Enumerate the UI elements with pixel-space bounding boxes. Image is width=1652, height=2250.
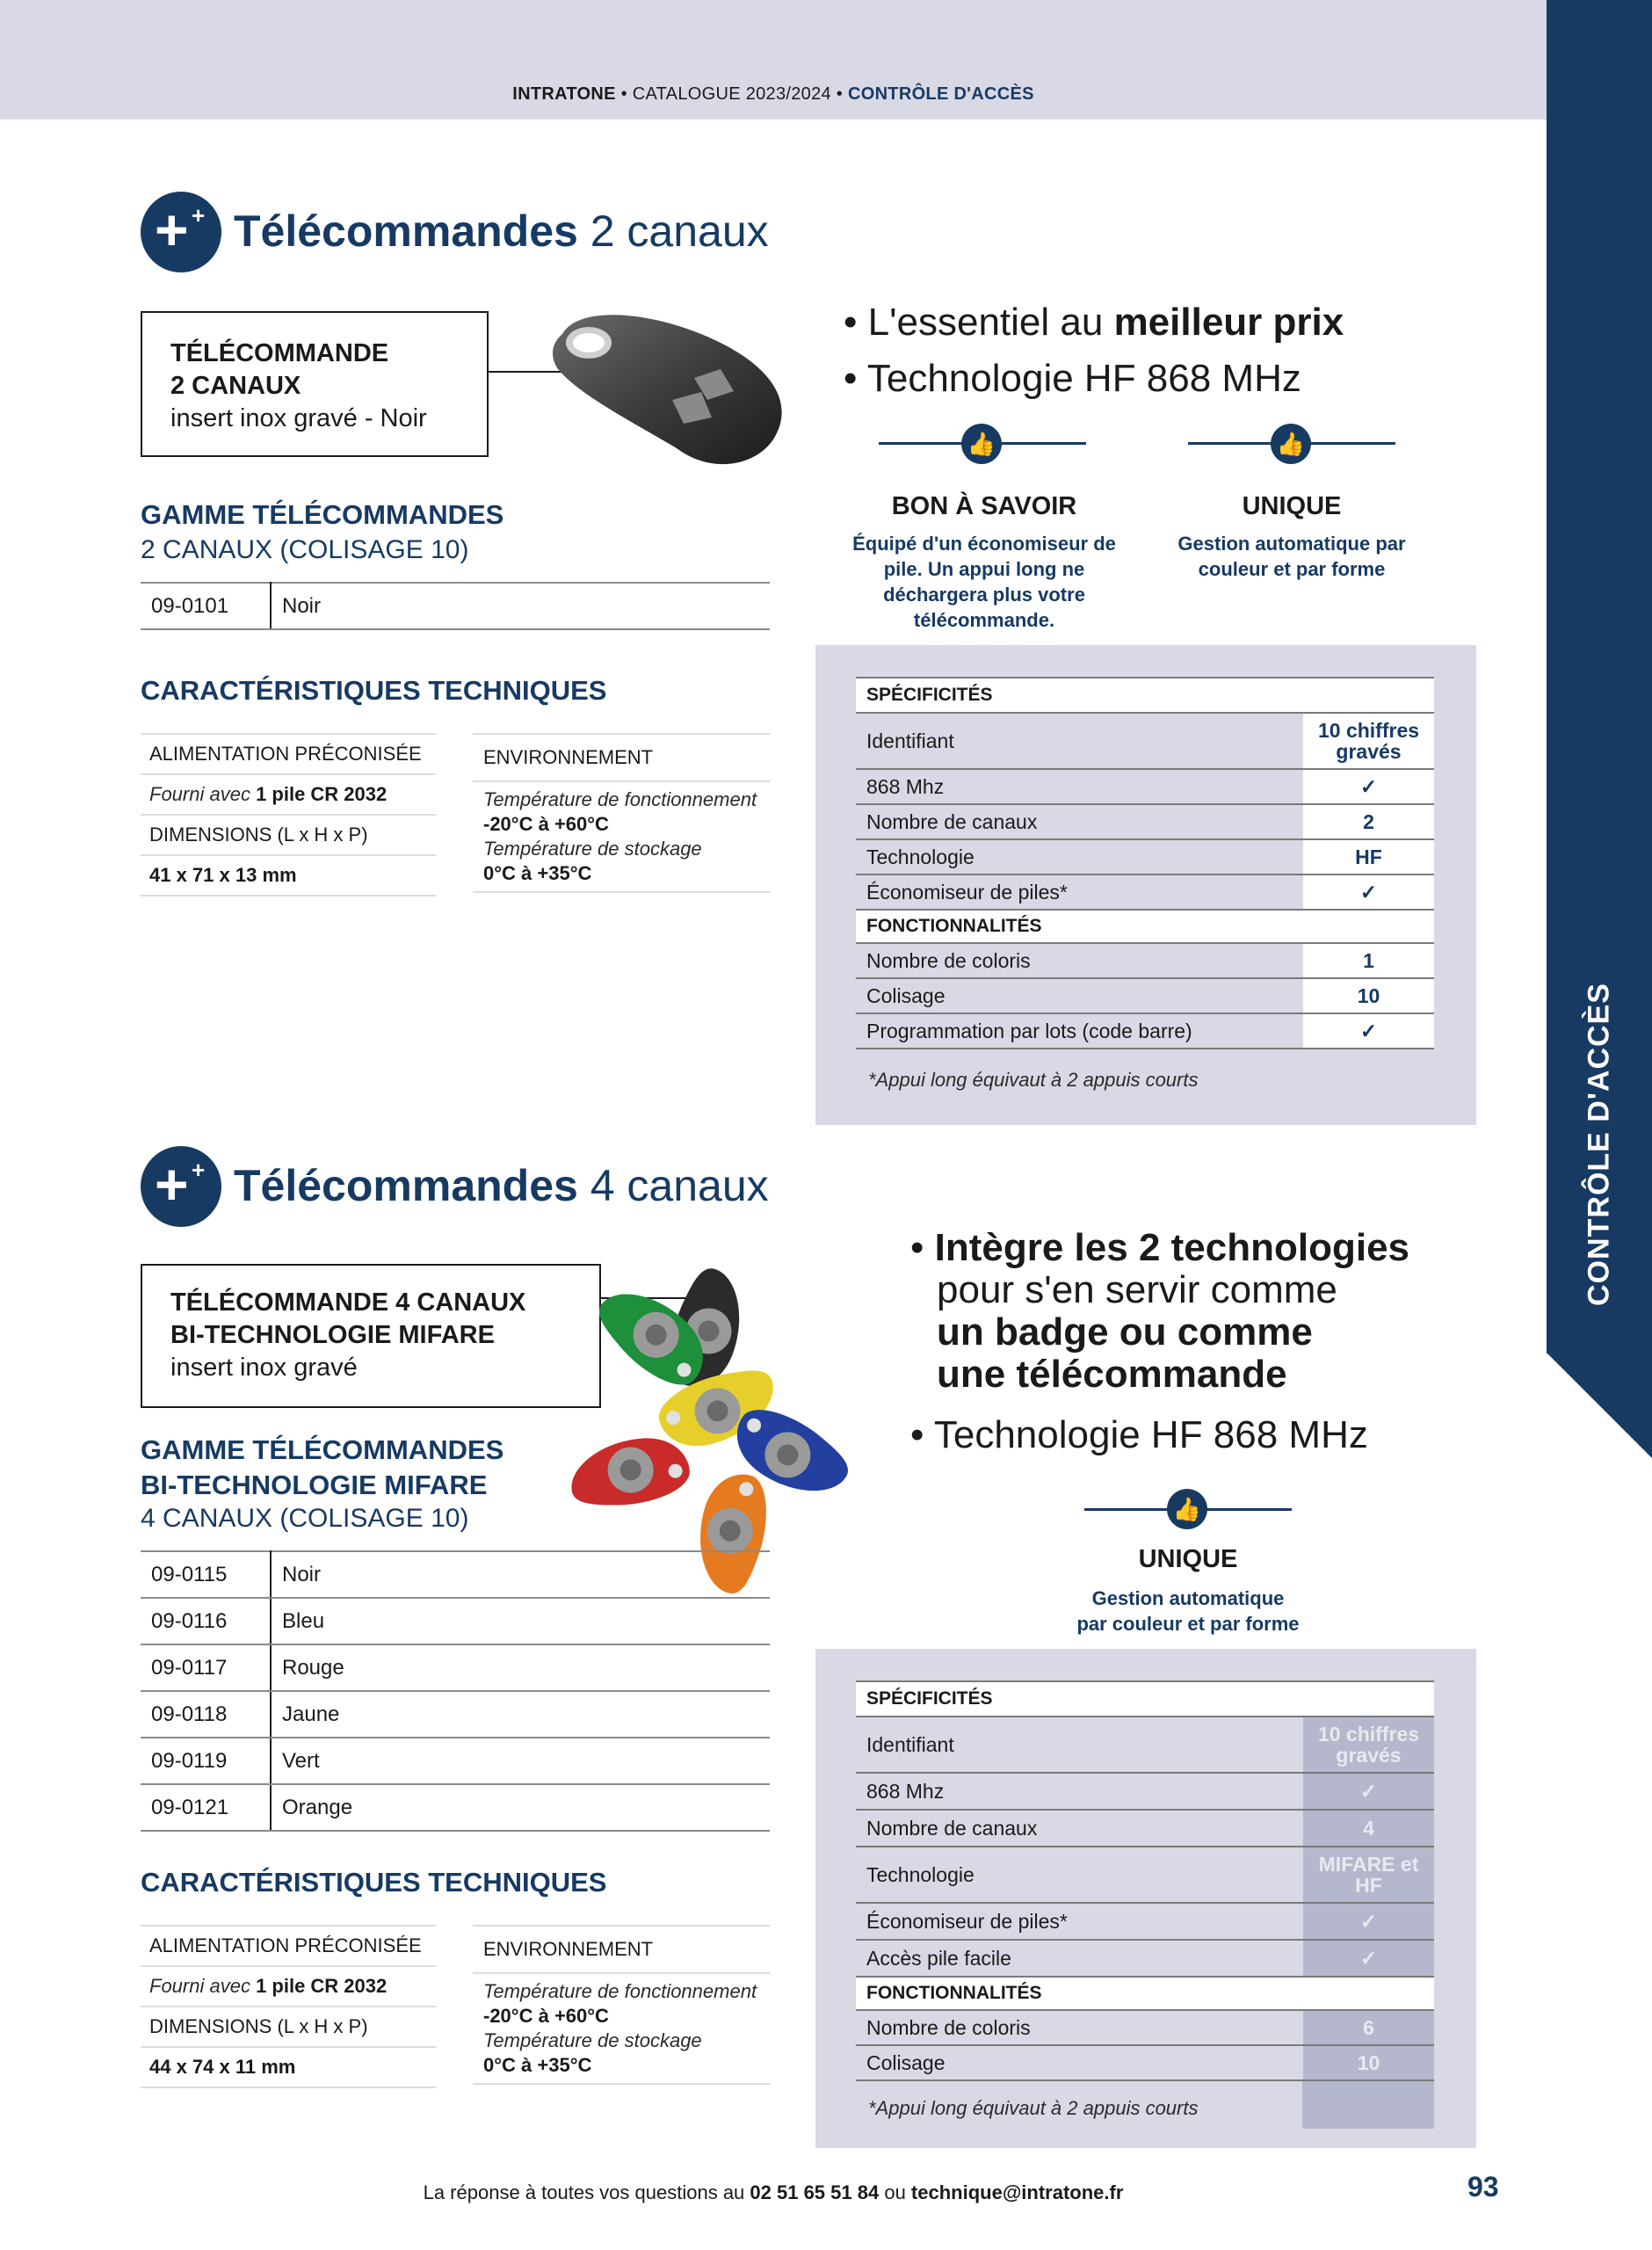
ref-color: Noir: [271, 1551, 770, 1598]
ref-code: 09-0121: [141, 1784, 271, 1831]
section1-gamme-title: GAMME TÉLÉCOMMANDES: [141, 499, 504, 530]
spec-footnote: *Appui long équivaut à 2 appuis courts: [868, 1069, 1199, 1091]
spec-header-row: [856, 1681, 1434, 1717]
spec-label: Identifiant: [856, 1717, 1302, 1773]
table-row: [856, 1773, 1434, 1810]
dim-label: DIMENSIONS (L x H x P): [141, 2007, 436, 2048]
ref-code: 09-0116: [141, 1598, 271, 1644]
side-tab-corner: [1547, 1353, 1652, 1458]
product-name-line2: BI-TECHNOLOGIE MIFARE: [170, 1321, 495, 1349]
spec-value: ✓: [1302, 1903, 1434, 1940]
header-sep: •: [830, 84, 848, 104]
section1-product-box: [141, 311, 489, 457]
footer-phone[interactable]: 02 51 65 51 84: [750, 2181, 880, 2203]
table-row: [856, 1717, 1434, 1773]
advantage-title: UNIQUE: [1138, 1545, 1238, 1573]
bullet-1: • L'essentiel au meilleur prix: [844, 301, 1344, 344]
ref-code: 09-0101: [141, 583, 271, 629]
table-row: [856, 1847, 1434, 1903]
spec-label: 868 Mhz: [856, 1773, 1302, 1810]
table-row: [141, 1691, 770, 1738]
spec-label: Économiseur de piles*: [856, 875, 1302, 910]
footer-text: La réponse à toutes vos questions au: [423, 2181, 750, 2203]
table-row: [856, 804, 1434, 839]
env-label: ENVIRONNEMENT: [473, 1925, 770, 1974]
spec-label: Nombre de canaux: [856, 1810, 1302, 1847]
table-row: [856, 1013, 1434, 1049]
spec-label: Nombre de coloris: [856, 2010, 1302, 2045]
alim-label: ALIMENTATION PRÉCONISÉE: [141, 1925, 436, 1967]
spec-header-row: [856, 678, 1434, 713]
ref-code: 09-0115: [141, 1551, 271, 1598]
thumbs-up-icon: 👍: [1271, 424, 1311, 464]
section2-gamme-title-2: BI-TECHNOLOGIE MIFARE: [141, 1470, 488, 1500]
alim-value: Fourni avec 1 pile CR 2032: [141, 775, 436, 816]
footer-text: ou: [879, 2181, 911, 2203]
section2-tech-left: [141, 1925, 436, 2088]
advantage-text: Gestion automatique par couleur et par forme: [1177, 533, 1406, 580]
advantage-title: UNIQUE: [1242, 492, 1342, 520]
env-values: Température de fonctionnement -20°C à +60°C Température de stockage 0°C à +35°C: [473, 1974, 770, 2085]
advantage-text: Équipé d'un économiseur de pile. Un appui long ne déchargera plus votre télécommande.: [852, 533, 1116, 631]
ref-color: Vert: [271, 1738, 770, 1784]
section1-spec-table: [856, 677, 1434, 1049]
spec-label: Nombre de coloris: [856, 943, 1302, 978]
footer-contact: [0, 2181, 1547, 2204]
bullet-2: • Technologie HF 868 MHz: [910, 1413, 1368, 1456]
spec-value: 6: [1302, 2010, 1434, 2045]
section2-gamme-sub: 4 CANAUX (COLISAGE 10): [141, 1504, 469, 1533]
table-row: [141, 1644, 770, 1691]
ref-code: 09-0117: [141, 1644, 271, 1691]
spec-value: 1: [1302, 943, 1434, 978]
table-row: [141, 1598, 770, 1644]
table-row: [141, 583, 770, 629]
spec-label: Technologie: [856, 839, 1302, 875]
section2-tech-right: [473, 1925, 770, 2085]
dim-label: DIMENSIONS (L x H x P): [141, 816, 436, 856]
ref-color: Jaune: [271, 1691, 770, 1738]
spec-label: 868 Mhz: [856, 769, 1302, 804]
spec-value: ✓: [1302, 1773, 1434, 1810]
spec-value: ✓: [1302, 1013, 1434, 1049]
table-row: [856, 978, 1434, 1013]
spec-label: Identifiant: [856, 713, 1302, 769]
spec-value: 2: [1302, 804, 1434, 839]
header-sep: •: [615, 84, 633, 104]
thumbs-up-icon: 👍: [1167, 1489, 1207, 1529]
alim-label: ALIMENTATION PRÉCONISÉE: [141, 733, 436, 775]
side-tab-label: CONTRÔLE D'ACCÈS: [1582, 983, 1616, 1306]
spec-value: 4: [1302, 1810, 1434, 1847]
spec-header-row: [856, 910, 1434, 943]
spec-label: Nombre de canaux: [856, 804, 1302, 839]
section1-tech-right: [473, 733, 770, 893]
spec-label: Colisage: [856, 978, 1302, 1013]
section2-spec-table: [856, 1680, 1434, 2081]
bullet-1: • Intègre les 2 technologies pour s'en servir comme un badge ou comme une télécommande: [910, 1226, 1410, 1396]
product-name-line3: insert inox gravé - Noir: [170, 404, 427, 432]
env-values: Température de fonctionnement -20°C à +60°C Température de stockage 0°C à +35°C: [473, 782, 770, 893]
header-section: CONTRÔLE D'ACCÈS: [847, 84, 1034, 104]
product-name-line1: TÉLÉCOMMANDE 4 CANAUX: [170, 1288, 526, 1317]
ref-color: Noir: [271, 583, 770, 629]
table-row: [856, 2010, 1434, 2045]
spec-value: HF: [1302, 839, 1434, 875]
spec-value: ✓: [1302, 1940, 1434, 1977]
spec-value: 10: [1302, 2045, 1434, 2080]
table-row: [856, 839, 1434, 875]
spec-label: Économiseur de piles*: [856, 1903, 1302, 1940]
section1-ref-table: [141, 582, 770, 630]
section2-carac-title: CARACTÉRISTIQUES TECHNIQUES: [141, 1867, 607, 1898]
table-row: [141, 1738, 770, 1784]
table-row: [856, 769, 1434, 804]
ref-color: Rouge: [271, 1644, 770, 1691]
section1-title: Télécommandes 2 canaux: [234, 207, 769, 256]
header-catalogue: CATALOGUE 2023/2024: [632, 84, 831, 104]
section2-title: Télécommandes 4 canaux: [234, 1161, 769, 1210]
section2-gamme-title-1: GAMME TÉLÉCOMMANDES: [141, 1434, 504, 1465]
dim-value: 44 x 74 x 11 mm: [141, 2048, 436, 2088]
section1-gamme-sub: 2 CANAUX (COLISAGE 10): [141, 535, 469, 564]
remote-2-channel-image: [545, 308, 791, 475]
advantage-text: Gestion automatique par couleur et par forme: [1076, 1587, 1300, 1635]
table-row: [856, 713, 1434, 769]
page-number: 93: [1467, 2171, 1499, 2203]
spec-label: Programmation par lots (code barre): [856, 1013, 1302, 1049]
advantage-title: BON À SAVOIR: [891, 492, 1077, 520]
spec-value: MIFARE et HF: [1302, 1847, 1434, 1903]
spec-head: FONCTIONNALITÉS: [856, 910, 1434, 943]
thumbs-up-icon: 👍: [961, 424, 1002, 464]
ref-code: 09-0119: [141, 1738, 271, 1784]
spec-head: SPÉCIFICITÉS: [856, 678, 1434, 713]
spec-value: 10 chiffres gravés: [1302, 713, 1434, 769]
footer-email-link[interactable]: technique@intratone.fr: [910, 2181, 1124, 2203]
spec-value: 10: [1302, 978, 1434, 1013]
table-row: [856, 1940, 1434, 1977]
header-brand: INTRATONE: [512, 84, 616, 104]
spec-label: Accès pile facile: [856, 1940, 1302, 1977]
plus-icon: + +: [141, 192, 221, 272]
section2-ref-table: [141, 1550, 770, 1832]
ref-color: Bleu: [271, 1598, 770, 1644]
product-name-line2: 2 CANAUX: [170, 372, 301, 400]
bullet-2: • Technologie HF 868 MHz: [844, 357, 1301, 400]
plus-icon: + +: [141, 1146, 221, 1227]
table-row: [856, 943, 1434, 978]
spec-value: 10 chiffres gravés: [1302, 1717, 1434, 1773]
spec-head: SPÉCIFICITÉS: [856, 1681, 1434, 1717]
spec-footnote: *Appui long équivaut à 2 appuis courts: [868, 2097, 1199, 2119]
ref-code: 09-0118: [141, 1691, 271, 1738]
spec-head: FONCTIONNALITÉS: [856, 1977, 1434, 2010]
product-name-line3: insert inox gravé: [170, 1354, 358, 1382]
product-name-line1: TÉLÉCOMMANDE: [170, 339, 389, 367]
spec-label: Technologie: [856, 1847, 1302, 1903]
running-header: [0, 84, 1547, 105]
env-label: ENVIRONNEMENT: [473, 733, 770, 782]
table-row: [141, 1551, 770, 1598]
section1-carac-title: CARACTÉRISTIQUES TECHNIQUES: [141, 675, 607, 706]
spec-label: Colisage: [856, 2045, 1302, 2080]
spec-value: ✓: [1302, 875, 1434, 910]
table-row: [856, 1903, 1434, 1940]
section2-product-box: [141, 1264, 601, 1408]
dim-value: 41 x 71 x 13 mm: [141, 856, 436, 896]
ref-color: Orange: [271, 1784, 770, 1831]
spec-value: ✓: [1302, 769, 1434, 804]
table-row: [856, 875, 1434, 910]
remote-red: [565, 1431, 694, 1514]
table-row: [856, 2045, 1434, 2080]
alim-value: Fourni avec 1 pile CR 2032: [141, 1967, 436, 2007]
table-row: [141, 1784, 770, 1831]
table-row: [856, 1810, 1434, 1847]
section1-tech-left: [141, 733, 436, 896]
spec-header-row: [856, 1977, 1434, 2010]
